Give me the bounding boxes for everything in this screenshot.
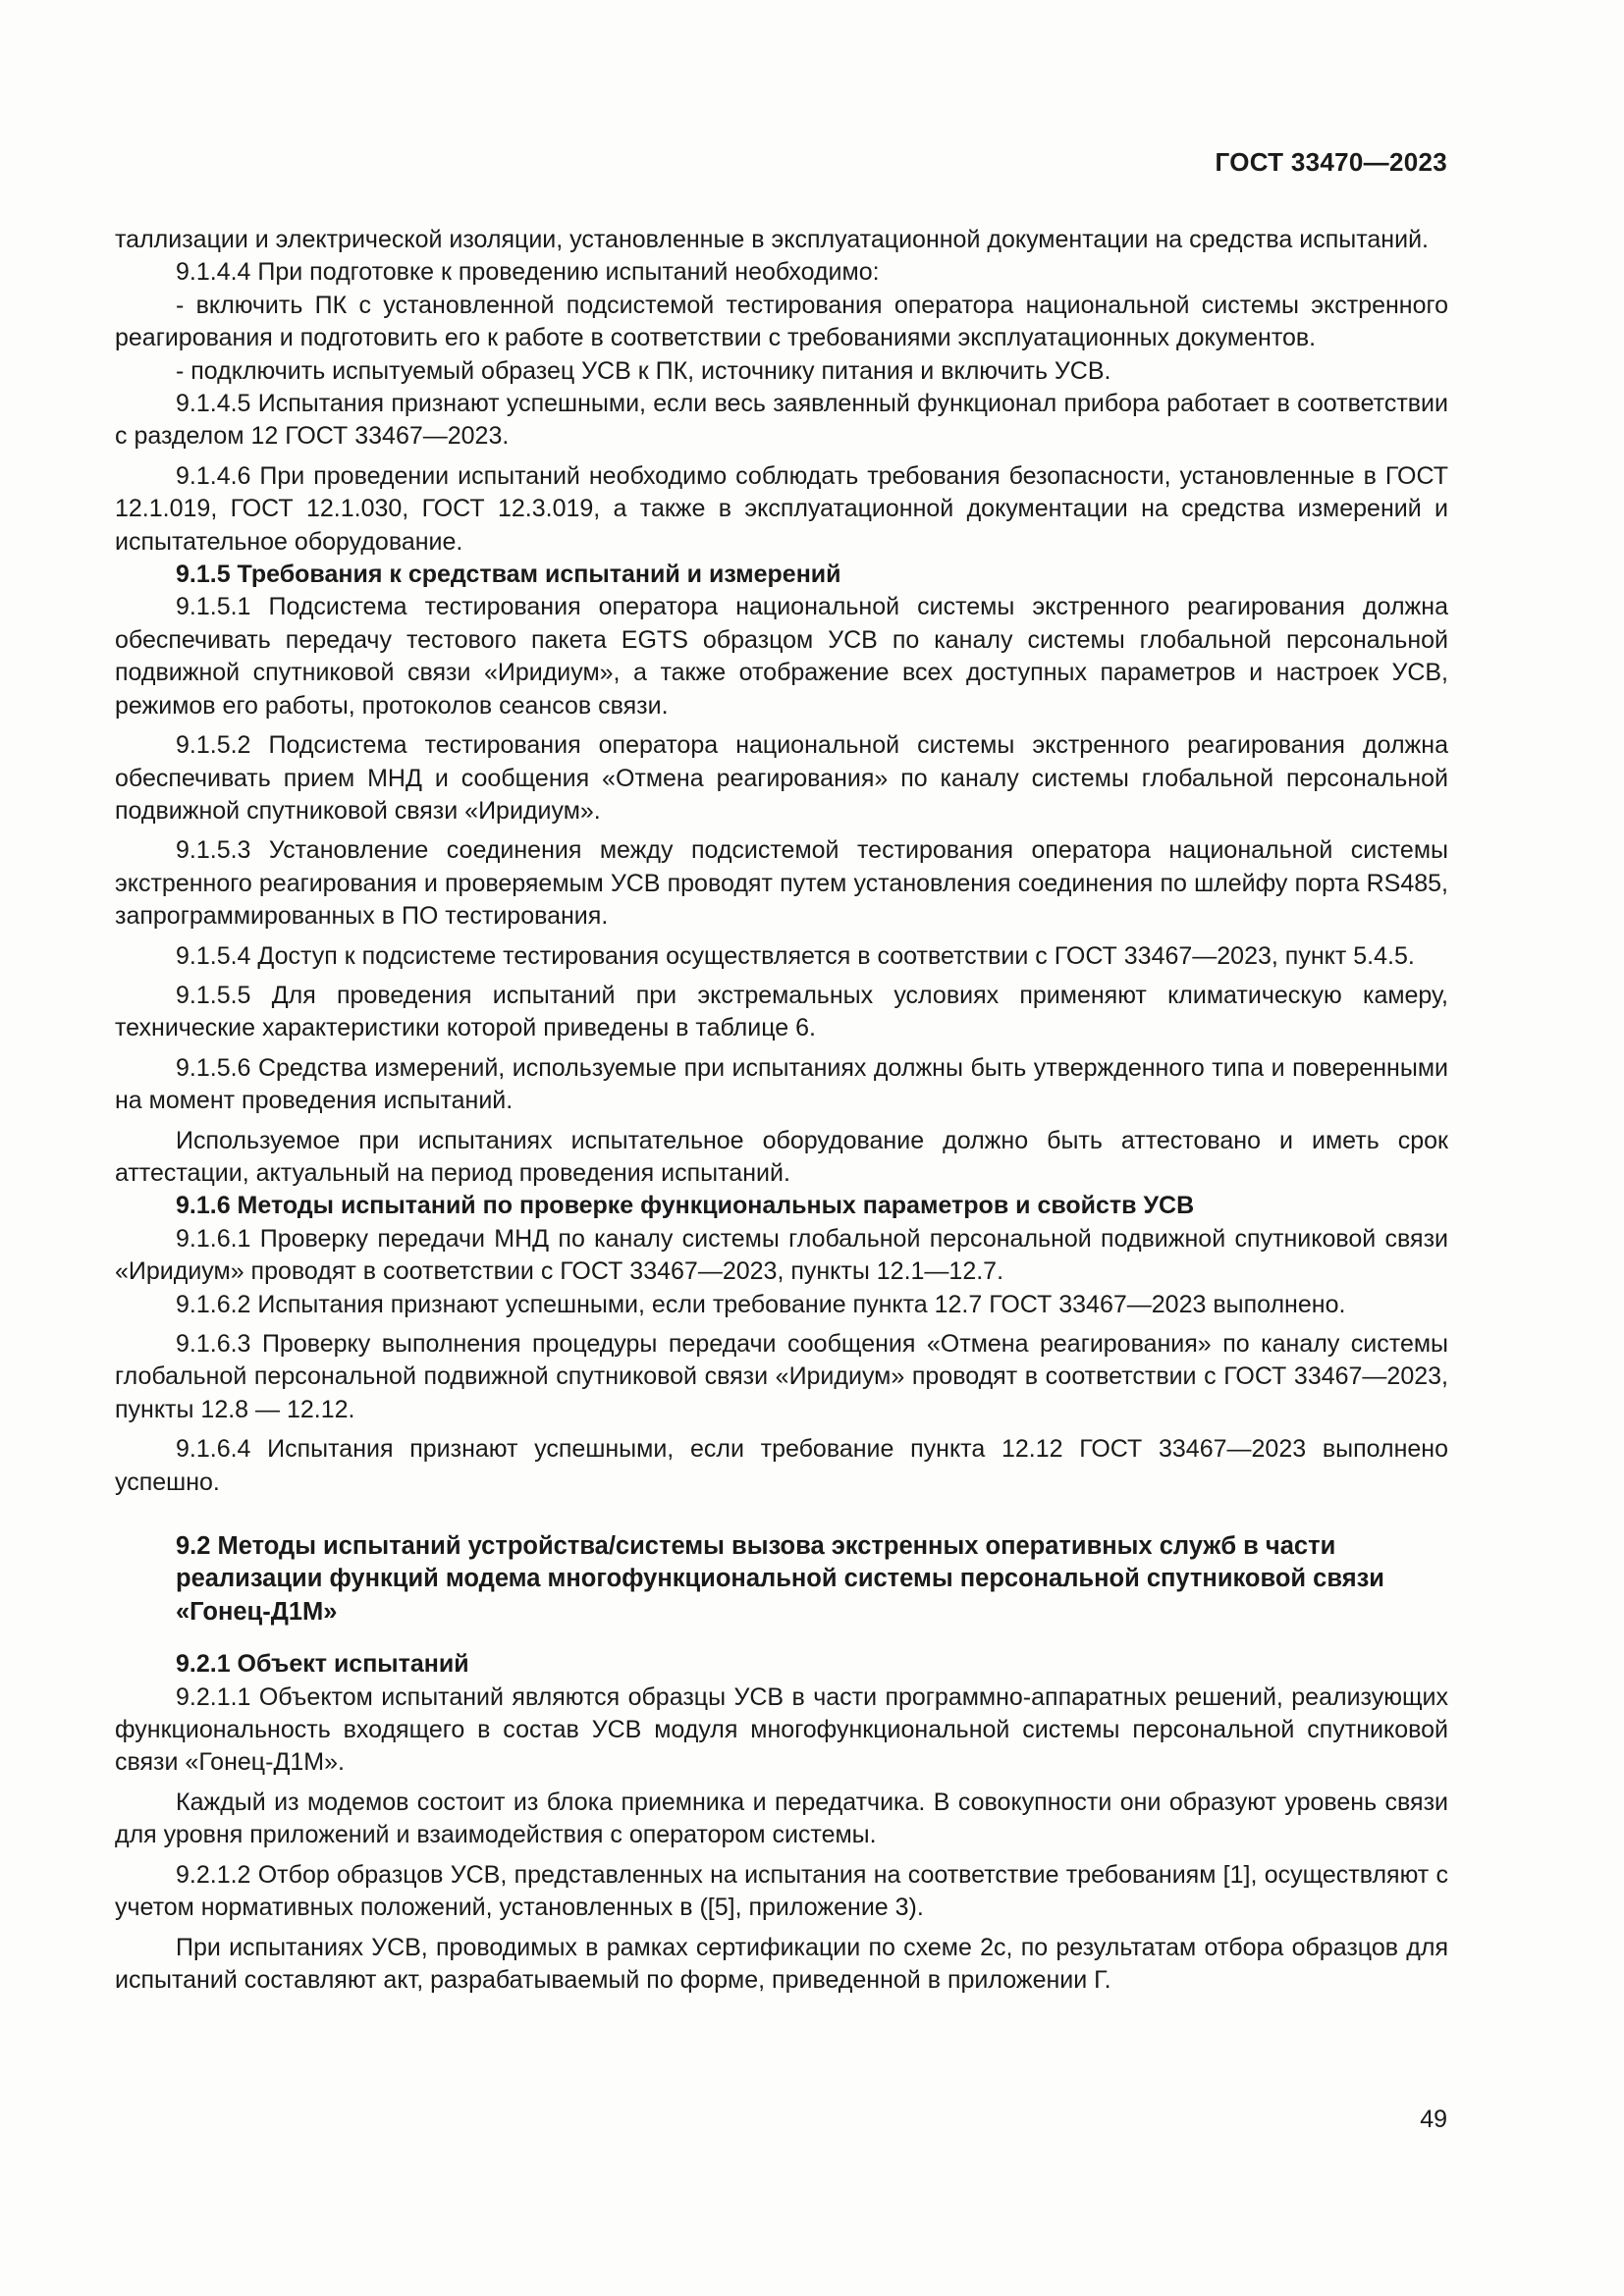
paragraph: 9.1.5.6 Средства измерений, используемые при испытаниях должны быть утвержденного типа и поверенными на момент проведения испытаний. xyxy=(115,1053,1448,1115)
paragraph: 9.1.5.4 Доступ к подсистеме тестирования осуществляется в соответствии с ГОСТ 33467—2023, пункт 5.4.5. xyxy=(176,941,1415,970)
paragraph: 9.1.5.2 Подсистема тестирования оператора национальной системы экстренного реагирования должна обеспечивать прием МНД и сообщения «Отмена реагирования» по каналу системы глобальной персональной подвижной спутниковой связи «Иридиум». xyxy=(115,731,1448,825)
paragraph: 9.1.5.3 Установление соединения между подсистемой тестирования оператора национальной системы экстренного реагирования и проверяемым УСВ проводят путем установления соединения по шлейфу порта RS485, запрограммированных в ПО тестирования. xyxy=(115,836,1448,931)
paragraph: 9.1.4.5 Испытания признают успешными, если весь заявленный функционал прибора работает в соответствии с разделом 12 ГОСТ 33467—2023. xyxy=(115,390,1448,451)
paragraph: 9.2.1.2 Отбор образцов УСВ, представленных на испытания на соответствие требованиям [1], осуществляют с учетом нормативных положений, установленных в ([5], приложение 3). xyxy=(115,1860,1448,1922)
paragraph: 9.1.6.1 Проверку передачи МНД по каналу системы глобальной персональной подвижной спутниковой связи «Иридиум» проводят в соответствии с ГОСТ 33467—2023, пункты 12.1—12.7. xyxy=(115,1224,1448,1286)
paragraph: При испытаниях УСВ, проводимых в рамках сертификации по схеме 2с, по результатам отбора образцов для испытаний составляют акт, разрабатываемый по форме, приведенной в приложении Г. xyxy=(115,1933,1448,1994)
document-body xyxy=(115,224,1448,1997)
paragraph: Каждый из модемов состоит из блока приемника и передатчика. В совокупности они образуют уровень связи для уровня приложений и взаимодействия с оператором системы. xyxy=(115,1788,1448,1849)
subsection-heading: 9.1.6 Методы испытаний по проверке функциональных параметров и свойств УСВ xyxy=(176,1192,1195,1220)
section-heading: 9.2 Методы испытаний устройства/системы вызова экстренных оперативных служб в части реализации функций модема многофункциональной системы персональной спутниковой связи «Гонец-Д1М» xyxy=(176,1532,1384,1626)
paragraph: 9.1.5.1 Подсистема тестирования оператора национальной системы экстренного реагирования должна обеспечивать передачу тестового пакета EGTS образцом УСВ по каналу системы глобальной персональной подвижной спутниковой связи «Иридиум», а также отображение всех доступных параметров и настроек УСВ, режимов его работы, протоколов сеансов связи. xyxy=(115,593,1448,720)
page-number: 49 xyxy=(1420,2106,1447,2133)
paragraph: 9.1.6.4 Испытания признают успешными, если требование пункта 12.12 ГОСТ 33467—2023 выполнено успешно. xyxy=(115,1435,1448,1496)
paragraph: 9.1.4.6 При проведении испытаний необходимо соблюдать требования безопасности, установленные в ГОСТ 12.1.019, ГОСТ 12.1.030, ГОСТ 12.3.019, а также в эксплуатационной документации на средства измерений и испытательное оборудование. xyxy=(115,461,1448,556)
paragraph: 9.1.5.5 Для проведения испытаний при экстремальных условиях применяют климатическую камеру, технические характеристики которой приведены в таблице 6. xyxy=(115,981,1448,1042)
subsection-heading: 9.2.1 Объект испытаний xyxy=(176,1650,469,1679)
subsection-heading: 9.1.5 Требования к средствам испытаний и измерений xyxy=(176,561,841,589)
list-item: - подключить испытуемый образец УСВ к ПК, источнику питания и включить УСВ. xyxy=(176,356,1111,385)
paragraph: таллизации и электрической изоляции, установленные в эксплуатационной документации на средства испытаний. xyxy=(115,226,1429,253)
paragraph: 9.1.6.2 Испытания признают успешными, если требование пункта 12.7 ГОСТ 33467—2023 выполнено. xyxy=(176,1290,1346,1318)
paragraph: 9.1.6.3 Проверку выполнения процедуры передачи сообщения «Отмена реагирования» по каналу системы глобальной персональной подвижной спутниковой связи «Иридиум» проводят в соответствии с ГОСТ 33467—2023, пункты 12.8 — 12.12. xyxy=(115,1330,1448,1423)
paragraph: Используемое при испытаниях испытательное оборудование должно быть аттестовано и иметь срок аттестации, актуальный на период проведения испытаний. xyxy=(115,1126,1448,1187)
document-number: ГОСТ 33470—2023 xyxy=(1215,147,1447,177)
paragraph: 9.1.4.4 При подготовке к проведению испытаний необходимо: xyxy=(176,258,880,287)
list-item: - включить ПК с установленной подсистемой тестирования оператора национальной системы экстренного реагирования и подготовить его к работе в соответствии с требованиями эксплуатационных документов. xyxy=(115,291,1448,352)
paragraph: 9.2.1.1 Объектом испытаний являются образцы УСВ в части программно-аппаратных решений, реализующих функциональность входящего в состав УСВ модуля многофункциональной системы персональной спутниковой связи «Гонец-Д1М». xyxy=(115,1682,1448,1777)
